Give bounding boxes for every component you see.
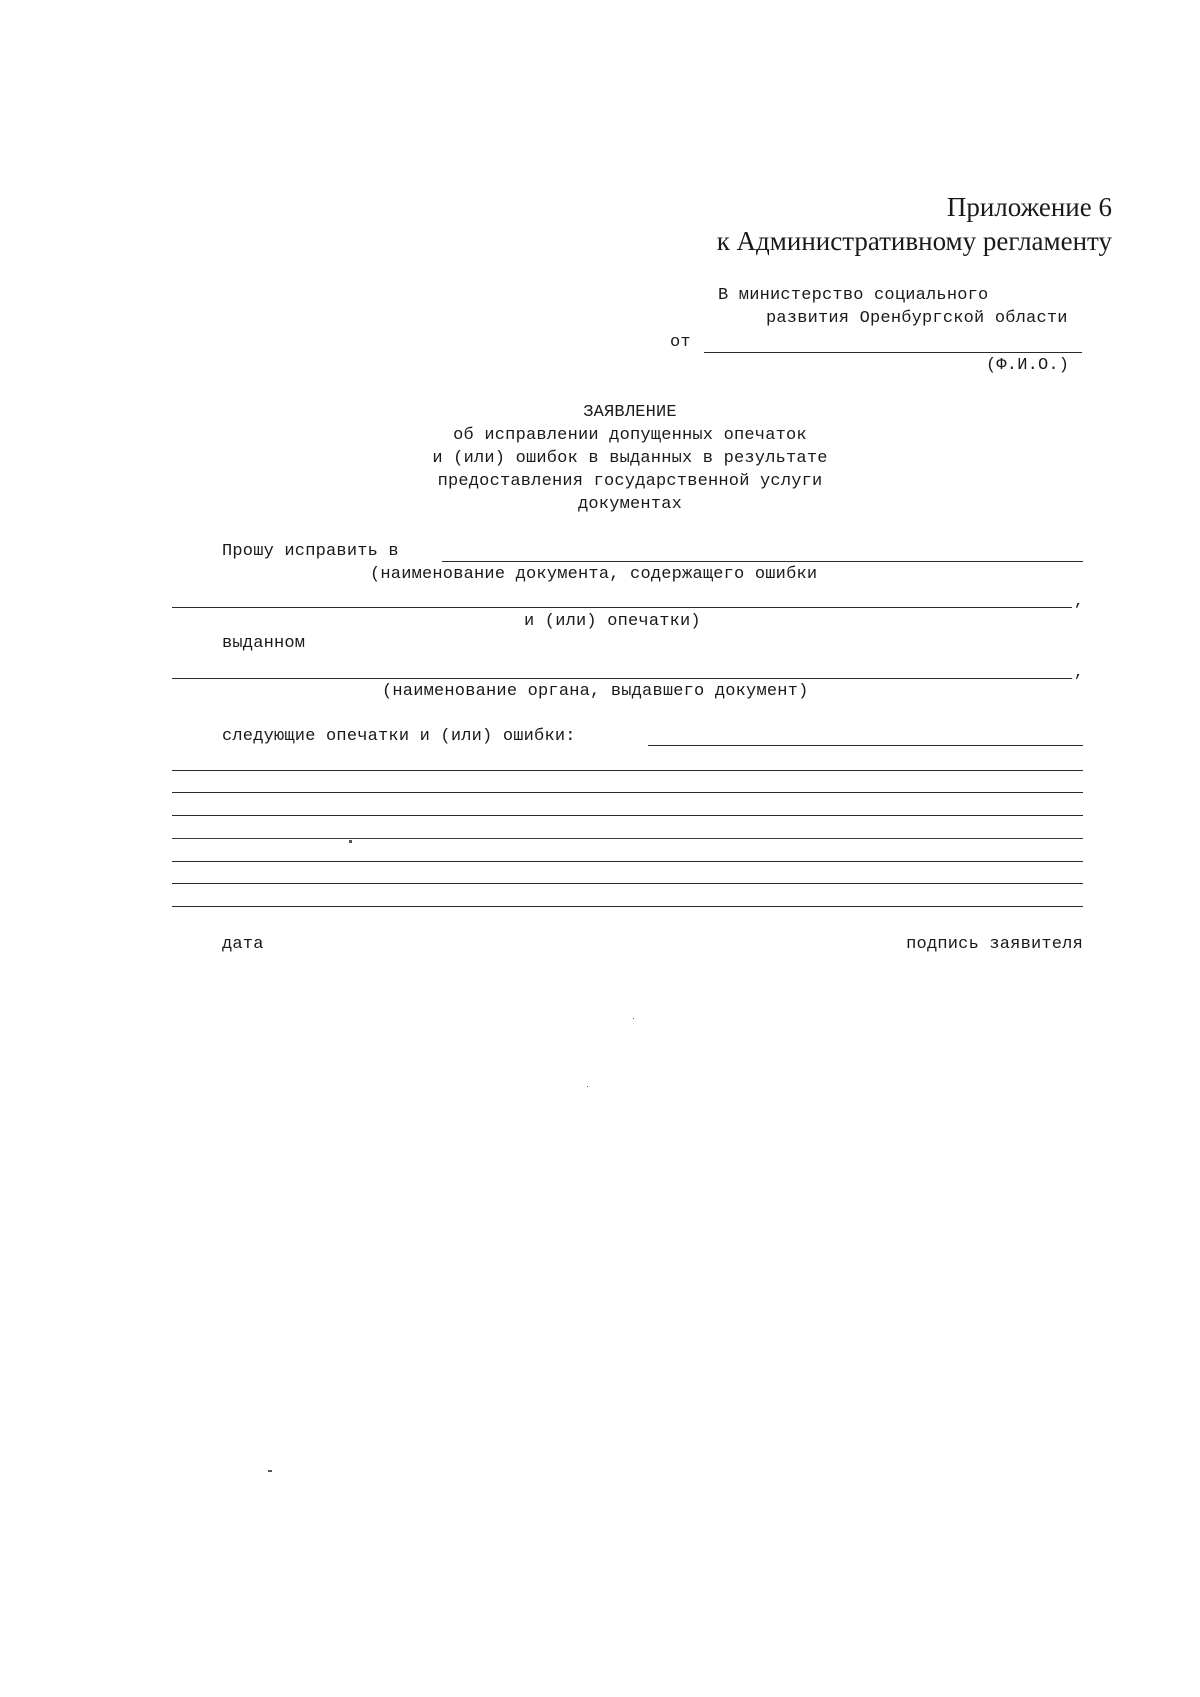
fio-hint: (Ф.И.О.) bbox=[986, 356, 1070, 375]
issuing-organ-blank-line[interactable] bbox=[172, 678, 1072, 679]
document-name-continuation-line[interactable] bbox=[172, 607, 1072, 608]
comma-mark: , bbox=[1074, 663, 1084, 681]
issued-label: выданном bbox=[222, 634, 306, 653]
errors-label: следующие опечатки и (или) ошибки: bbox=[222, 727, 576, 746]
organ-hint: (наименование органа, выдавшего документ) bbox=[382, 682, 809, 701]
fio-blank-line[interactable] bbox=[704, 352, 1082, 353]
errors-blank-line[interactable] bbox=[172, 815, 1083, 816]
document-hint-2: и (или) опечатки) bbox=[524, 612, 701, 631]
from-label: от bbox=[670, 333, 691, 352]
scan-speck bbox=[633, 1018, 634, 1019]
errors-blank-line[interactable] bbox=[172, 906, 1083, 907]
errors-blank-line-first[interactable] bbox=[648, 745, 1083, 746]
date-label: дата bbox=[222, 935, 264, 954]
appendix-reference: к Административному регламенту bbox=[716, 226, 1112, 256]
errors-blank-line[interactable] bbox=[172, 861, 1083, 862]
appendix-number: Приложение 6 bbox=[946, 192, 1112, 222]
errors-blank-line[interactable] bbox=[172, 770, 1083, 771]
scan-speck bbox=[587, 1086, 588, 1087]
errors-blank-line[interactable] bbox=[172, 883, 1083, 884]
title-line-1: об исправлении допущенных опечаток bbox=[453, 426, 807, 445]
scan-speck bbox=[268, 1470, 272, 1472]
signature-label: подпись заявителя bbox=[906, 935, 1083, 954]
request-label: Прошу исправить в bbox=[222, 542, 399, 561]
addressee-line-1: В министерство социального bbox=[718, 286, 989, 305]
title-line-4: документах bbox=[577, 495, 683, 514]
document-heading: ЗАЯВЛЕНИЕ bbox=[583, 403, 677, 422]
comma-mark: , bbox=[1074, 592, 1084, 610]
errors-blank-line[interactable] bbox=[172, 838, 1083, 839]
document-name-blank-line[interactable] bbox=[442, 561, 1083, 562]
addressee-line-2: развития Оренбургской области bbox=[766, 309, 1068, 328]
title-line-2: и (или) ошибок в выданных в результате bbox=[432, 449, 828, 468]
document-hint-1: (наименование документа, содержащего ошибки bbox=[370, 565, 818, 584]
title-line-3: предоставления государственной услуги bbox=[437, 472, 823, 491]
errors-blank-line[interactable] bbox=[172, 792, 1083, 793]
scan-speck bbox=[349, 840, 352, 843]
